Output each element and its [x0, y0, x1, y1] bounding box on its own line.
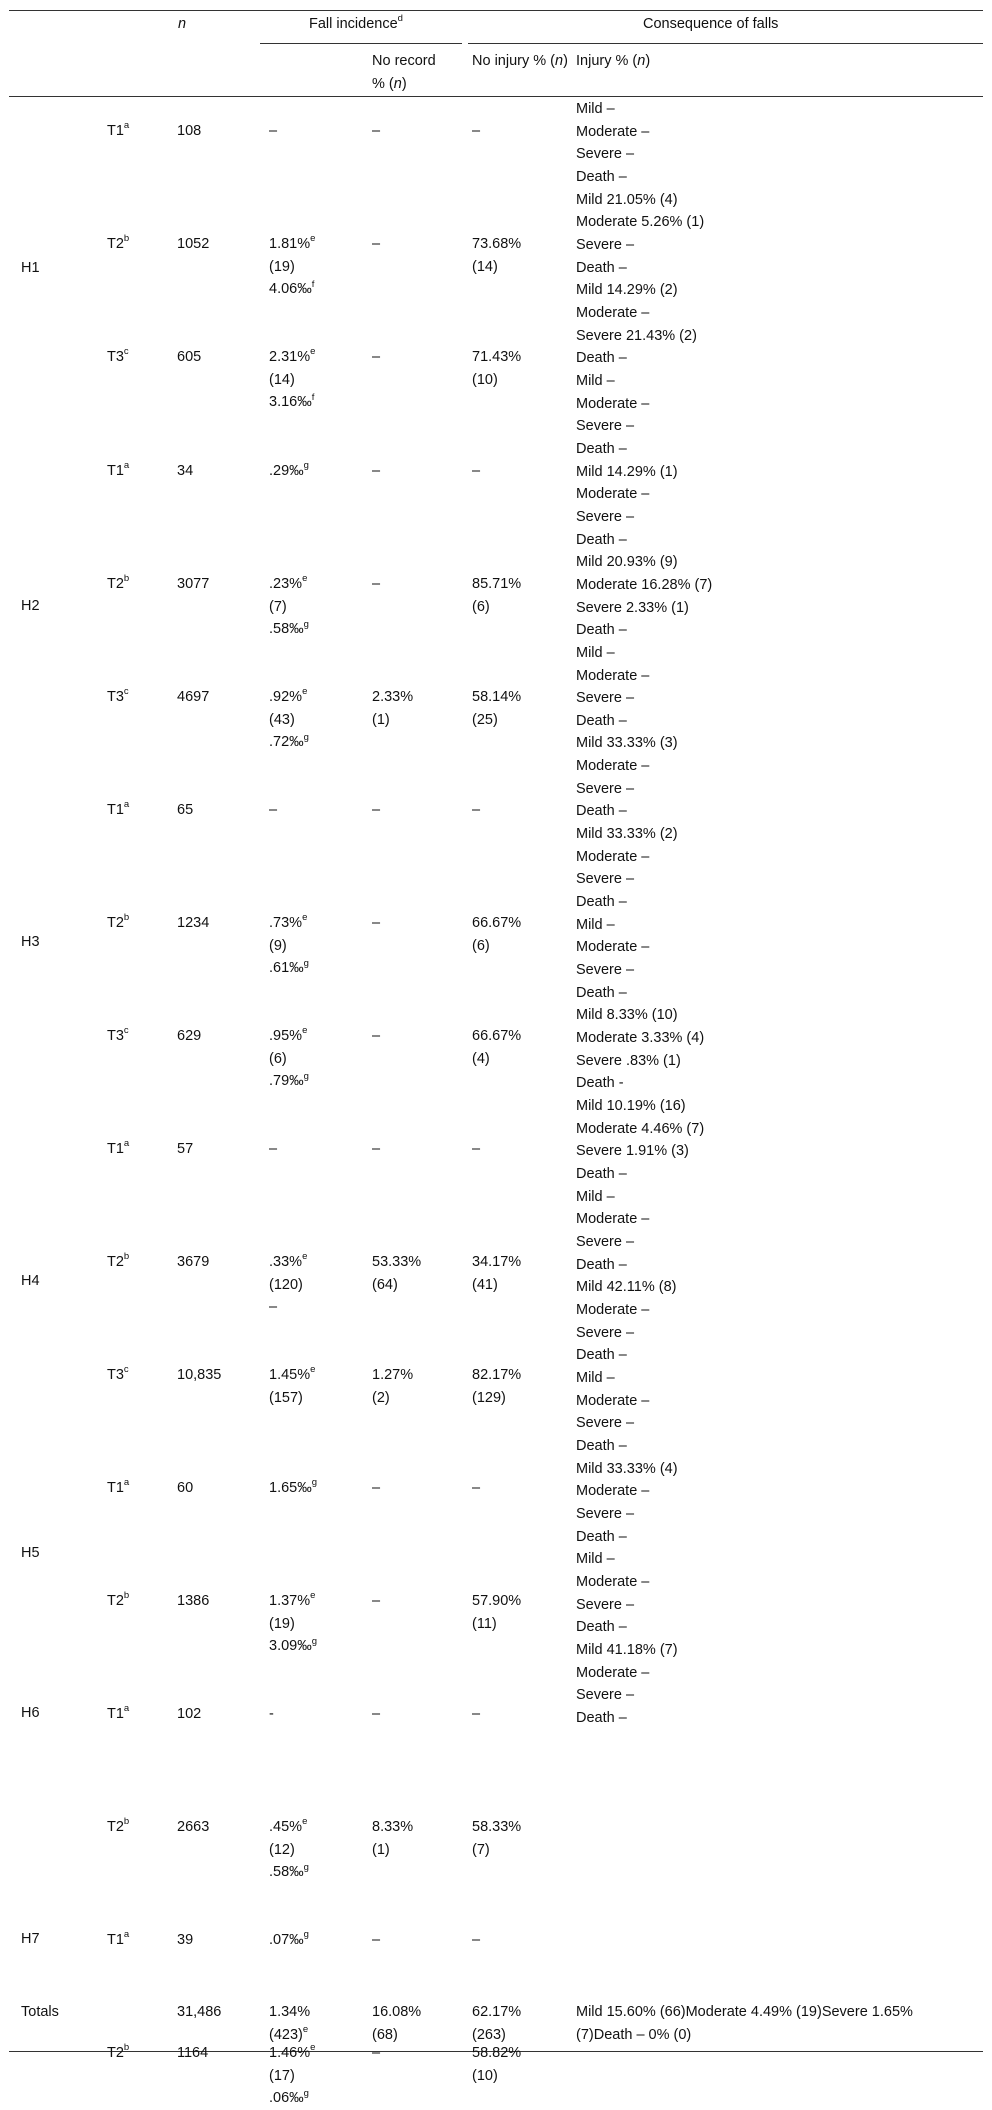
injury-line: Severe – — [576, 1505, 635, 1522]
time-label: T2$^b$ — [107, 1816, 130, 1835]
no-record-cell: – — [372, 1141, 381, 1157]
row-n: 3679 — [177, 1254, 210, 1270]
no-injury-cell: 82.17% (129) — [472, 1367, 522, 1406]
injury-line: Death – — [576, 1528, 627, 1545]
injury-line: Severe – — [576, 1687, 635, 1704]
fall-incidence-cell: – — [269, 1141, 278, 1157]
group-label: H3 — [21, 934, 40, 950]
time-label: T3$^c$ — [107, 1364, 129, 1383]
time-label: T1$^a$ — [107, 1929, 130, 1948]
time-label: T3$^c$ — [107, 686, 129, 705]
injury-line: Death - — [576, 1075, 624, 1092]
no-record-cell: – — [372, 349, 381, 365]
row-n: 629 — [177, 1028, 202, 1044]
header-n: n — [178, 16, 187, 32]
injury-line: Death – — [576, 712, 627, 729]
injury-line: Mild – — [576, 1551, 615, 1568]
injury-line: Death – — [576, 1166, 627, 1183]
injury-line: Mild 33.33% (2) — [576, 826, 678, 843]
injury-line: Moderate 5.26% (1) — [576, 214, 705, 231]
no-injury-cell: – — [472, 1706, 481, 1722]
injury-line: Severe – — [576, 1415, 635, 1432]
header-no-injury: No injury % (n) — [472, 53, 568, 69]
row-n: 1052 — [177, 236, 210, 252]
header-injury: Injury % (n) — [576, 53, 651, 69]
group-label: H5 — [21, 1545, 40, 1561]
injury-line: Moderate – — [576, 1211, 650, 1228]
header-bottom-rule — [9, 96, 983, 97]
injury-line: Moderate – — [576, 395, 650, 412]
row-n: 3077 — [177, 576, 210, 592]
injury-line: Moderate 3.33% (4) — [576, 1030, 705, 1047]
injury-line: Severe – — [576, 690, 635, 707]
injury-line: Severe 1.91% (3) — [576, 1143, 689, 1160]
injury-line: Moderate – — [576, 1573, 650, 1590]
injury-line: Moderate – — [576, 758, 650, 775]
injury-line: Death – — [576, 803, 627, 820]
injury-line: Severe – — [576, 1234, 635, 1250]
group-label: H4 — [21, 1273, 40, 1289]
fall-incidence-underline — [260, 43, 462, 44]
injury-line: Moderate – — [576, 486, 650, 503]
falls-table — [9, 10, 983, 2107]
injury-line: Moderate 16.28% (7) — [576, 576, 713, 593]
totals-incidence: 1.34% $(423)^e$ — [269, 2004, 311, 2043]
no-record-cell: – — [372, 1028, 381, 1044]
no-record-cell: – — [372, 802, 381, 818]
row-n: 108 — [177, 123, 202, 139]
no-injury-cell: 66.67% (6) — [472, 915, 522, 954]
consequence-underline — [468, 43, 983, 44]
injury-line: Mild 33.33% (3) — [576, 735, 678, 752]
row-n: 57 — [177, 1141, 194, 1157]
no-record-cell: – — [372, 1593, 381, 1609]
no-record-cell: 2.33% (1) — [372, 689, 414, 728]
injury-line: Mild – — [576, 1369, 615, 1386]
time-label: T2$^b$ — [107, 1251, 130, 1270]
injury-line: Severe – — [576, 146, 635, 163]
no-record-cell: – — [372, 463, 381, 479]
totals-n: 31,486 — [177, 2004, 222, 2020]
no-record-cell: – — [372, 1706, 381, 1722]
injury-line: Mild 14.29% (1) — [576, 463, 678, 480]
injury-line: Mild 42.11% (8) — [576, 1279, 677, 1296]
injury-line: Severe – — [576, 1596, 635, 1613]
row-n: 1386 — [177, 1593, 210, 1609]
no-injury-cell: 57.90% (11) — [472, 1593, 522, 1632]
time-label: T2$^b$ — [107, 2042, 130, 2061]
injury-line: Severe – — [576, 418, 635, 435]
injury-line: Mild 8.33% (10) — [576, 1007, 678, 1024]
injury-line: Mild – — [576, 644, 615, 661]
injury-line: Death – — [576, 894, 627, 911]
injury-line: Severe – — [576, 508, 635, 525]
injury-line: Severe 2.33% (1) — [576, 599, 689, 616]
injury-line: Severe – — [576, 236, 635, 253]
injury-line: Mild 21.05% (4) — [576, 191, 678, 208]
time-label: T1$^a$ — [107, 1703, 130, 1722]
fall-incidence-cell: – — [269, 123, 278, 139]
time-label: T1$^a$ — [107, 120, 130, 139]
fall-incidence-cell: .29‰$^g$ — [269, 460, 309, 479]
no-record-cell: – — [372, 576, 381, 592]
group-label: H7 — [21, 1931, 40, 1947]
injury-line: Death – — [576, 350, 627, 367]
injury-line: Mild – — [576, 916, 615, 933]
no-injury-cell: – — [472, 463, 481, 479]
totals-label: Totals — [21, 2004, 59, 2020]
injury-line: Severe – — [576, 871, 635, 888]
time-label: T2$^b$ — [107, 1590, 130, 1609]
no-record-cell: – — [372, 2045, 381, 2061]
injury-line: Moderate – — [576, 1301, 650, 1318]
injury-line: Mild 20.93% (9) — [576, 554, 678, 571]
fall-incidence-cell: 1.81%$^e$ (19) 4.06‰$^f$ — [269, 233, 316, 298]
no-injury-cell: – — [472, 1932, 481, 1948]
injury-line: Death – — [576, 531, 627, 548]
fall-incidence-cell: .07‰$^g$ — [269, 1929, 309, 1948]
injury-line: Moderate – — [576, 848, 650, 865]
totals-injury: Mild 15.60% (66)Moderate 4.49% (19)Severe 1.65% (7)Death – 0% (0) — [576, 2004, 913, 2043]
row-n: 1164 — [177, 2045, 209, 2061]
no-injury-cell: 85.71% (6) — [472, 576, 522, 615]
injury-line: Death – — [576, 1256, 627, 1273]
row-n: 34 — [177, 463, 194, 479]
no-record-cell: – — [372, 123, 381, 139]
injury-line: Moderate – — [576, 1483, 650, 1500]
no-injury-cell: – — [472, 1141, 481, 1157]
no-injury-cell: 34.17% (41) — [472, 1254, 522, 1293]
injury-line: Mild 33.33% (4) — [576, 1460, 678, 1477]
injury-line: Death – — [576, 1347, 627, 1364]
group-label: H2 — [21, 598, 40, 614]
injury-line: Mild – — [576, 1188, 615, 1205]
header-fall-incidence: Fall incidence$^d$ — [309, 13, 403, 32]
time-label: T2$^b$ — [107, 233, 130, 252]
totals-no-injury: 62.17% (263) — [472, 2004, 522, 2043]
time-label: T2$^b$ — [107, 912, 130, 931]
time-label: T1$^a$ — [107, 460, 130, 479]
injury-line: Death – — [576, 168, 627, 185]
injury-line: Mild 41.18% (7) — [576, 1641, 678, 1658]
time-label: T2$^b$ — [107, 573, 130, 592]
header-consequence: Consequence of falls — [643, 16, 779, 32]
no-record-cell: 8.33% (1) — [372, 1819, 414, 1858]
no-record-cell: – — [372, 236, 381, 252]
no-injury-cell: 66.67% (4) — [472, 1028, 522, 1067]
row-n: 102 — [177, 1706, 202, 1722]
fall-incidence-cell: 1.46%$^e$ (17) .06‰$^g$ — [269, 2042, 316, 2107]
time-label: T3$^c$ — [107, 1025, 129, 1044]
injury-line: Moderate – — [576, 1392, 650, 1409]
no-record-cell: 53.33% (64) — [372, 1254, 422, 1293]
row-n: 39 — [177, 1932, 194, 1948]
totals-no-record: 16.08% (68) — [372, 2004, 422, 2043]
fall-incidence-cell: 1.65‰$^g$ — [269, 1477, 318, 1496]
row-n: 10,835 — [177, 1367, 222, 1383]
time-label: T1$^a$ — [107, 799, 130, 818]
fall-incidence-cell: 1.45%$^e$ (157) — [269, 1364, 316, 1406]
injury-line: Severe 21.43% (2) — [576, 327, 697, 344]
row-n: 60 — [177, 1480, 194, 1496]
fall-incidence-cell: 2.31%$^e$ (14) 3.16‰$^f$ — [269, 346, 316, 411]
no-injury-cell: – — [472, 1480, 481, 1496]
injury-line: Moderate – — [576, 304, 650, 321]
no-injury-cell: 73.68% (14) — [472, 236, 522, 275]
injury-line: Death – — [576, 622, 627, 639]
injury-line: Mild – — [576, 372, 615, 389]
injury-line: Mild 14.29% (2) — [576, 282, 678, 299]
no-injury-cell: 58.14% (25) — [472, 689, 522, 728]
no-record-cell: 1.27% (2) — [372, 1367, 414, 1406]
fall-incidence-cell: .92%$^e$ (43) .72‰$^g$ — [269, 686, 309, 751]
injury-line: Moderate – — [576, 667, 650, 684]
no-injury-cell: – — [472, 123, 481, 139]
injury-line: Severe – — [576, 780, 635, 797]
fall-incidence-cell: 1.37%$^e$ (19) 3.09‰$^g$ — [269, 1590, 318, 1655]
injury-line: Death – — [576, 1619, 627, 1636]
group-label: H1 — [21, 260, 40, 276]
no-injury-cell: – — [472, 802, 481, 818]
no-record-cell: – — [372, 1932, 381, 1948]
no-injury-cell: 58.82% (10) — [472, 2045, 522, 2084]
injury-line: Severe .83% (1) — [576, 1052, 681, 1069]
no-injury-cell: 71.43% (10) — [472, 349, 522, 388]
injury-line: Moderate – — [576, 939, 650, 956]
time-label: T1$^a$ — [107, 1138, 130, 1157]
injury-line: Mild – — [576, 101, 615, 117]
row-n: 4697 — [177, 689, 210, 705]
fall-incidence-cell: .95%$^e$ (6) .79‰$^g$ — [269, 1025, 309, 1090]
row-n: 1234 — [177, 915, 210, 931]
fall-incidence-cell: .23%$^e$ (7) .58‰$^g$ — [269, 573, 309, 638]
group-label: H6 — [21, 1705, 40, 1721]
injury-line: Death – — [576, 440, 627, 457]
injury-line: Death – — [576, 259, 627, 276]
fall-incidence-cell: .45%$^e$ (12) .58‰$^g$ — [269, 1816, 309, 1881]
row-n: 65 — [177, 802, 194, 818]
injury-line: Moderate 4.46% (7) — [576, 1120, 705, 1137]
no-record-cell: – — [372, 915, 381, 931]
injury-line: Death – — [576, 1437, 627, 1454]
row-n: 605 — [177, 349, 202, 365]
fall-incidence-cell: - — [269, 1706, 274, 1722]
time-label: T3$^c$ — [107, 346, 129, 365]
time-label: T1$^a$ — [107, 1477, 130, 1496]
fall-incidence-cell: – — [269, 802, 278, 818]
injury-line: Moderate – — [576, 1664, 650, 1681]
fall-incidence-cell: .33%$^e$ (120) – — [269, 1251, 308, 1316]
injury-line: Death – — [576, 984, 627, 1001]
top-rule — [9, 10, 983, 11]
injury-line: Severe – — [576, 962, 635, 979]
row-n: 2663 — [177, 1819, 210, 1835]
no-record-cell: – — [372, 1480, 381, 1496]
no-injury-cell: 58.33% (7) — [472, 1819, 522, 1858]
injury-line: Moderate – — [576, 123, 650, 140]
injury-line: Death – — [576, 1709, 627, 1726]
header-no-record: No record % (n) — [372, 53, 436, 92]
injury-line: Mild 10.19% (16) — [576, 1098, 686, 1115]
fall-incidence-cell: .73%$^e$ (9) .61‰$^g$ — [269, 912, 309, 977]
injury-line: Severe – — [576, 1324, 635, 1341]
